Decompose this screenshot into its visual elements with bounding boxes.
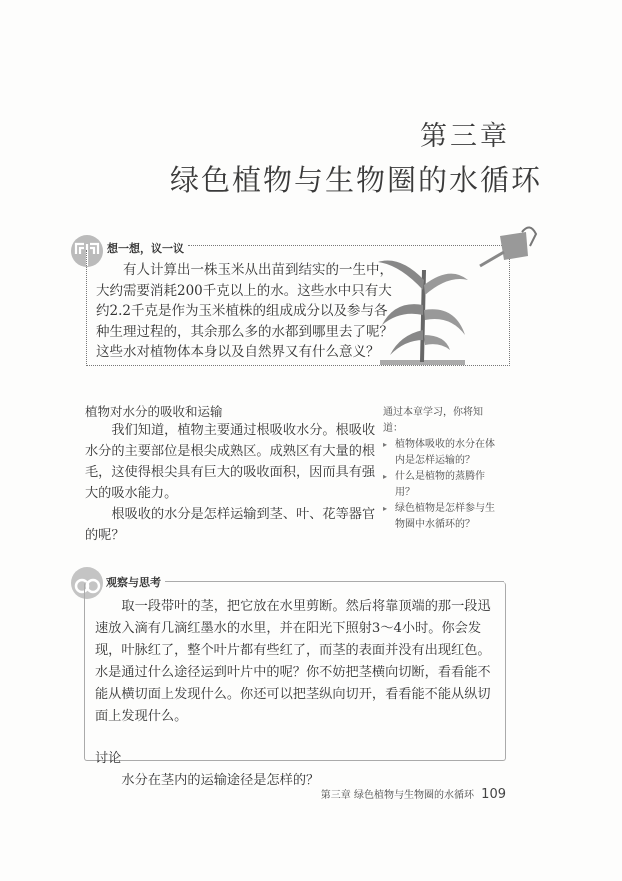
think-line: 种生理过程的，其余那么多的水都到哪里去了呢？: [96, 323, 393, 340]
think-discuss-label: 想一想，议一议: [107, 242, 184, 255]
objectives-title: 通过本章学习，你将知道：: [383, 407, 483, 434]
think-line: 大约需要消耗200千克以上的水。这些水中只有大: [96, 282, 392, 299]
watering-can-illustration: [478, 224, 540, 274]
objective-item: ▸ 什么是植物的蒸腾作用？: [383, 469, 495, 501]
think-line: 有人计算出一株玉米从出苗到结实的一生中，: [123, 262, 393, 278]
think-line: 约2.2千克是作为玉米植株的组成成分以及参与各: [96, 303, 388, 319]
objective-item: ▸ 植物体吸收的水分在体内是怎样运输的？: [383, 437, 495, 469]
observe-think-label: 观察与思考: [106, 576, 161, 589]
section-paragraph: 根吸收的水分是怎样运输到茎、叶、花等器官的呢？: [85, 507, 376, 543]
think-line: 这些水对植物体本身以及自然界又有什么意义？: [96, 344, 380, 360]
chapter-title: 绿色植物与生物圈的水循环: [170, 163, 543, 197]
chapter-number: 第三章: [420, 121, 510, 152]
objective-item: ▸ 绿色植物是怎样参与生物圈中水循环的？: [383, 501, 495, 533]
observe-paragraph: 取一段带叶的茎，把它放在水里剪断。然后将靠顶端的那一段迅速放入滴有几滴红墨水的水里，并在阳光下照射3～4小时。你会发现，叶脉红了，整个叶片都有些红了，而茎的表面并没有出现红色。水是通过什么途径运到叶片中的呢？你不妨把茎横向切断，看看能不能从横切面上发现什么。你还可以把茎纵向切开，看看能不能从纵切面上发现什么。: [95, 599, 491, 724]
divider: [188, 245, 506, 246]
chapter-objectives: [383, 405, 495, 533]
section-paragraph: 我们知道，植物主要通过根吸收水分。根吸收水分的主要部位是根尖成熟区。成熟区有大量的根毛，这使得根尖具有巨大的吸收面积，因而具有强大的吸水能力。: [85, 423, 376, 501]
running-footer: [300, 786, 506, 802]
corn-plant-illustration: [370, 250, 480, 368]
page-number: 109: [481, 787, 506, 802]
section-heading: 植物对水分的吸收和运输: [85, 404, 223, 419]
discuss-question: 水分在茎内的运输途径是怎样的？: [121, 773, 320, 788]
running-title: 第三章 绿色植物与生物圈的水循环: [320, 790, 474, 801]
discuss-label: 讨论: [95, 751, 122, 766]
